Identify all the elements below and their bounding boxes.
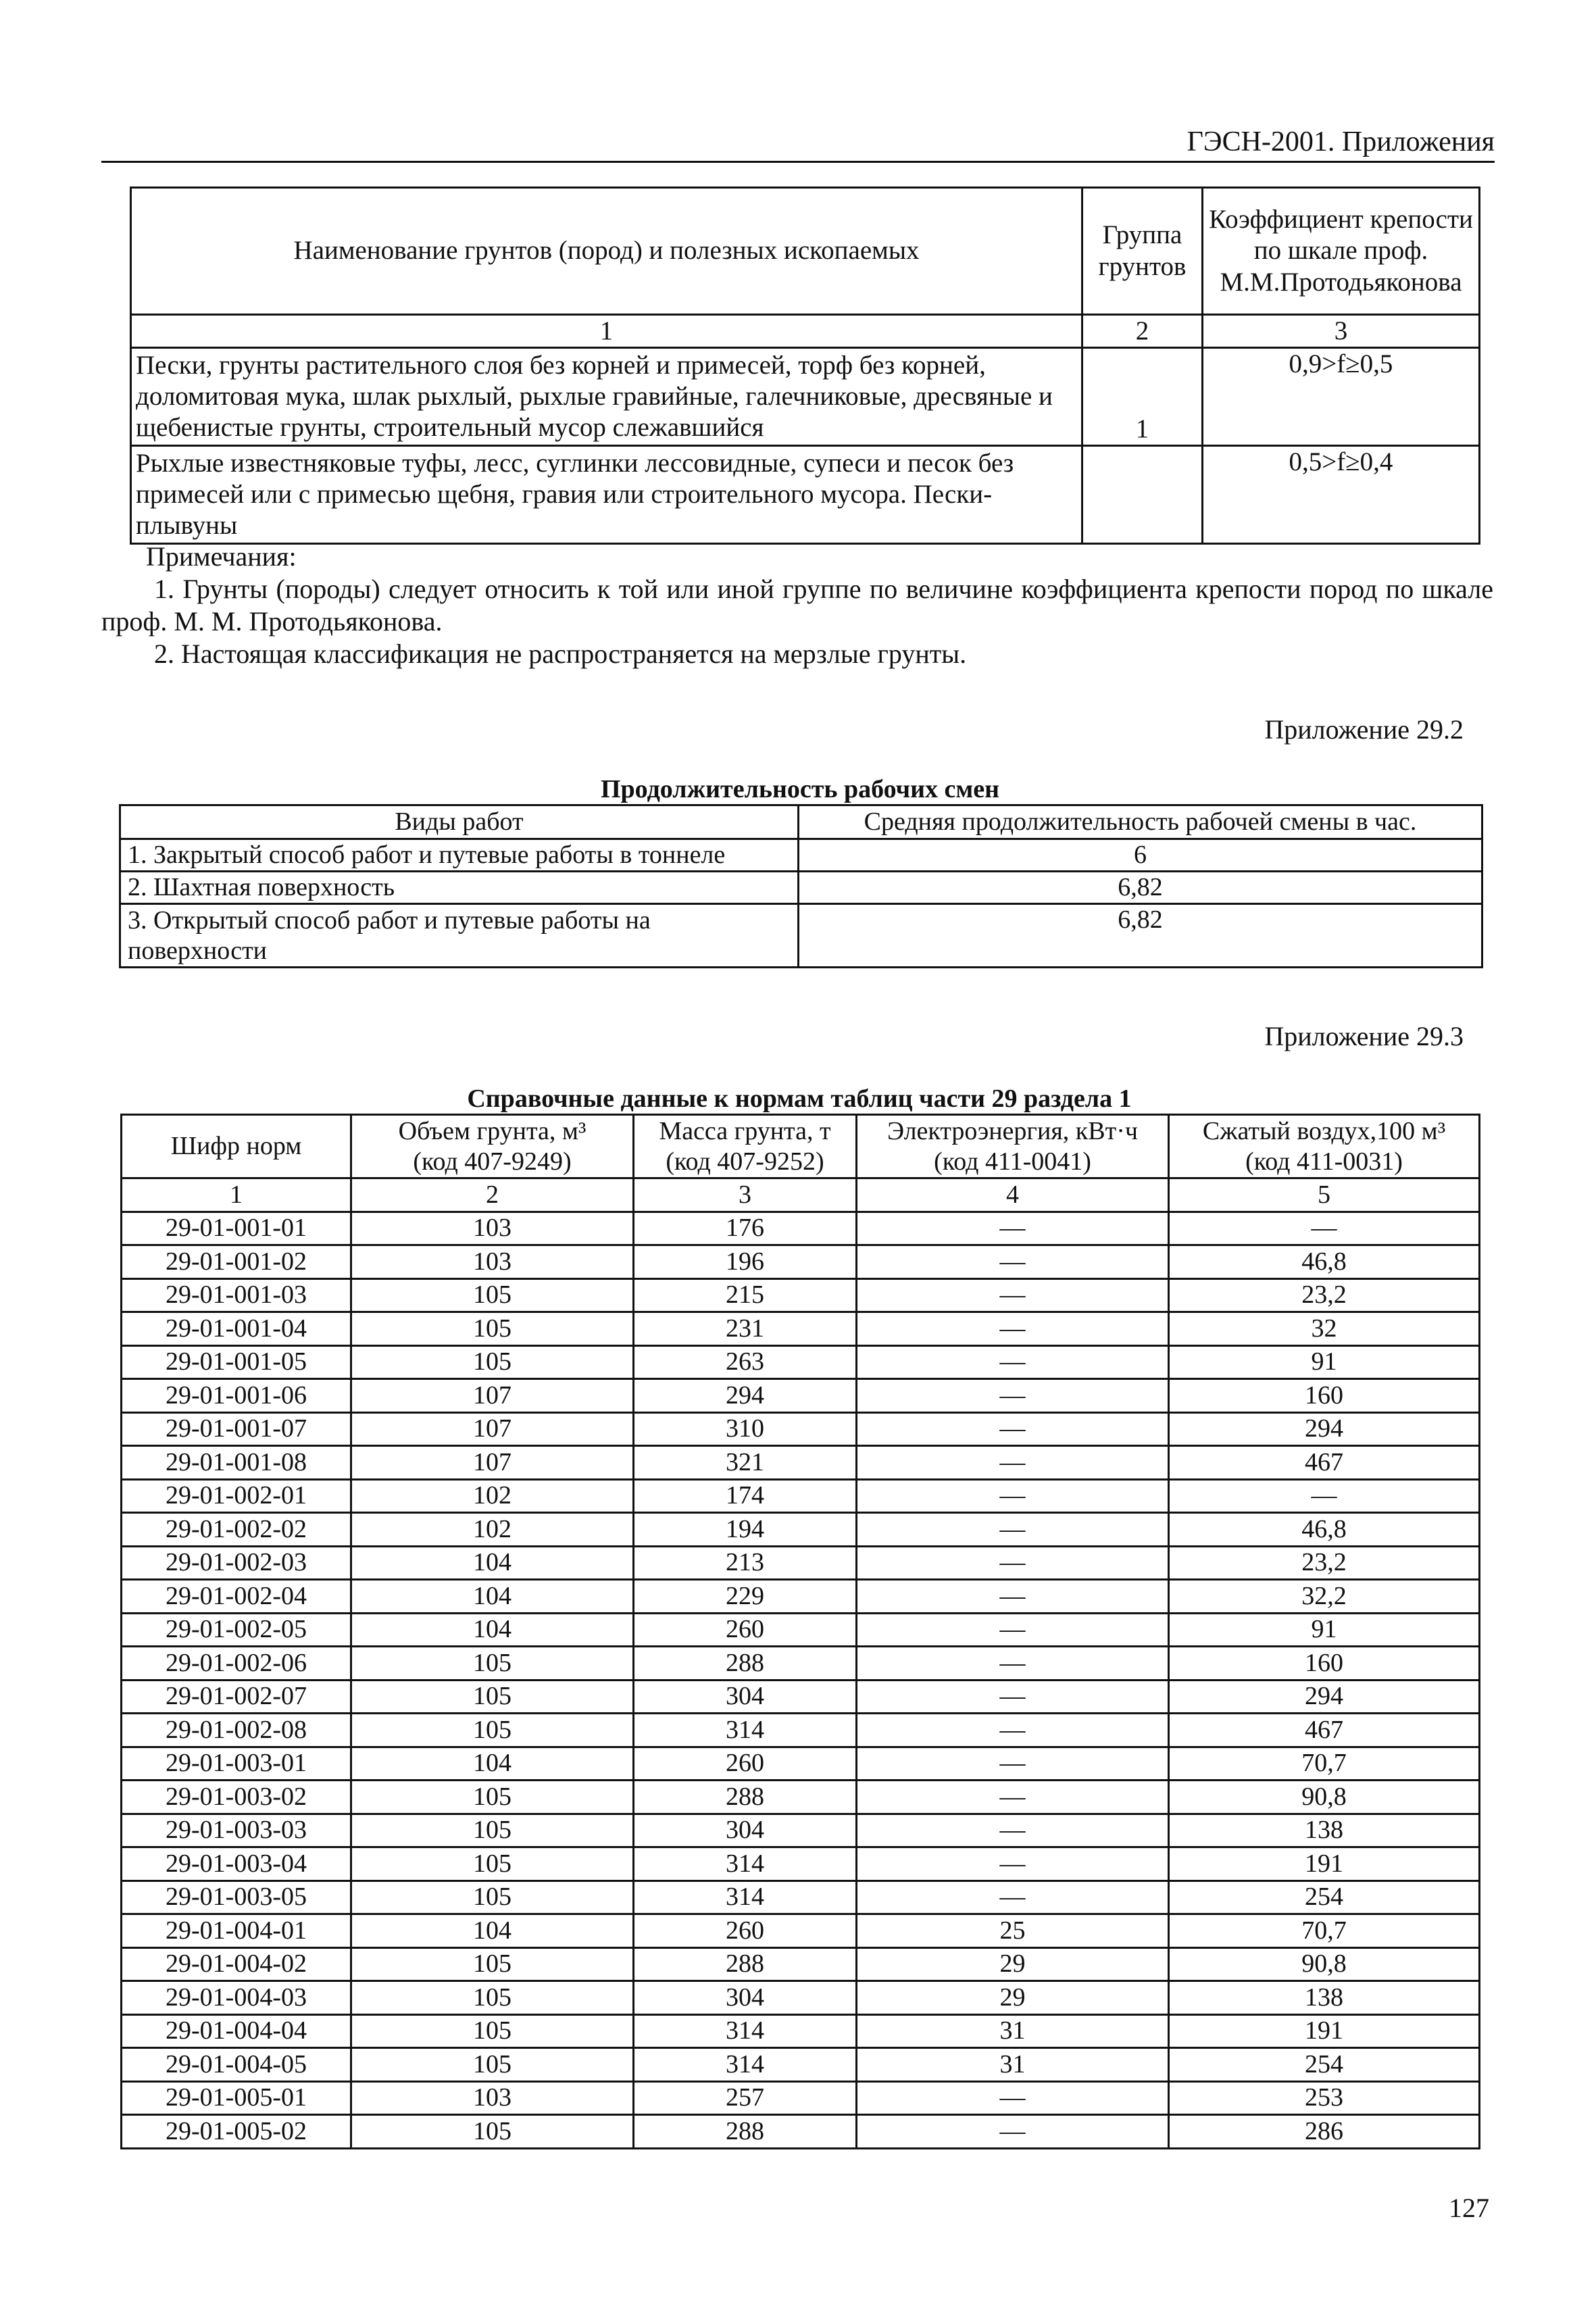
appendix-29-3-label: Приложение 29.3	[1264, 1021, 1464, 1051]
soil-groups-table	[130, 186, 1480, 545]
t1-header-group: Группа грунтов	[1082, 188, 1203, 315]
t1-row-group-empty	[1082, 446, 1203, 544]
cell-air: —	[1169, 1212, 1480, 1245]
cell-air: 70,7	[1169, 1747, 1480, 1781]
cell-electricity: —	[857, 1647, 1169, 1681]
cell-volume: 105	[351, 2115, 634, 2149]
cell-electricity: —	[857, 1278, 1169, 1312]
t3-header-electricity: Электроэнергия, кВт·ч (код 411-0041)	[857, 1115, 1169, 1178]
cell-mass: 288	[634, 1781, 857, 1814]
cell-electricity: 29	[857, 1947, 1169, 1981]
cell-volume: 104	[351, 1747, 634, 1781]
cell-volume: 104	[351, 1546, 634, 1580]
cell-volume: 102	[351, 1479, 634, 1513]
cell-mass: 260	[634, 1747, 857, 1781]
cell-electricity: —	[857, 1747, 1169, 1781]
cell-air: 70,7	[1169, 1914, 1480, 1948]
cell-mass: 213	[634, 1546, 857, 1580]
cell-air: 467	[1169, 1714, 1480, 1747]
table-row	[122, 1412, 1480, 1446]
cell-code: 29-01-002-01	[122, 1479, 351, 1513]
cell-code: 29-01-001-08	[122, 1446, 351, 1480]
cell-air: 138	[1169, 1981, 1480, 2015]
cell-volume: 105	[351, 1312, 634, 1346]
table-row	[122, 1546, 1480, 1580]
table-row	[122, 1580, 1480, 1614]
table-row	[122, 1379, 1480, 1413]
t2-row-label: 2. Шахтная поверхность	[120, 872, 799, 904]
t2-header: Средняя продолжительность рабочей смены в час.	[799, 805, 1482, 839]
t3-header-code: Шифр норм	[122, 1115, 351, 1178]
cell-mass: 176	[634, 1212, 857, 1245]
cell-code: 29-01-003-02	[122, 1781, 351, 1814]
cell-volume: 107	[351, 1379, 634, 1413]
cell-code: 29-01-002-05	[122, 1613, 351, 1647]
t2-row-value: 6,82	[799, 872, 1482, 904]
cell-code: 29-01-002-02	[122, 1513, 351, 1547]
cell-code: 29-01-004-04	[122, 2014, 351, 2048]
t2-row-label: 1. Закрытый способ работ и путевые работы в тоннеле	[120, 839, 799, 872]
cell-code: 29-01-004-03	[122, 1981, 351, 2015]
table-row	[122, 1245, 1480, 1279]
cell-volume: 104	[351, 1580, 634, 1614]
reference-data-table	[120, 1114, 1480, 2149]
cell-volume: 105	[351, 1881, 634, 1914]
cell-electricity: —	[857, 1312, 1169, 1346]
cell-air: 90,8	[1169, 1947, 1480, 1981]
t3-colnum-row	[122, 1178, 1480, 1212]
t1-row-name: Пески, грунты растительного слоя без корней и примесей, торф без корней, доломитовая мука, шлак рыхлый, рыхлые гравийные, галечниковые, дресвяные и щебенистые грунты, строительный мусор слежавшийся	[131, 348, 1082, 446]
t3-colnum: 1	[122, 1178, 351, 1212]
cell-mass: 304	[634, 1680, 857, 1714]
t1-row-coef: 0,5>f≥0,4	[1203, 446, 1480, 544]
t1-row-coef: 0,9>f≥0,5	[1203, 348, 1480, 446]
cell-electricity: —	[857, 1814, 1169, 1847]
cell-electricity: —	[857, 1781, 1169, 1814]
cell-electricity: —	[857, 1680, 1169, 1714]
cell-code: 29-01-003-04	[122, 1847, 351, 1881]
t1-colnum: 1	[131, 315, 1082, 348]
table-row	[122, 1814, 1480, 1847]
cell-volume: 105	[351, 2048, 634, 2082]
cell-air: 294	[1169, 1412, 1480, 1446]
cell-air: 191	[1169, 2014, 1480, 2048]
cell-mass: 314	[634, 1714, 857, 1747]
cell-air: 160	[1169, 1379, 1480, 1413]
table-row	[122, 1647, 1480, 1681]
table-row	[122, 1345, 1480, 1379]
cell-air: 191	[1169, 1847, 1480, 1881]
table-row	[122, 2048, 1480, 2082]
cell-mass: 321	[634, 1446, 857, 1480]
cell-air: 467	[1169, 1446, 1480, 1480]
cell-air: 46,8	[1169, 1513, 1480, 1547]
cell-code: 29-01-001-05	[122, 1345, 351, 1379]
table-row	[122, 2115, 1480, 2149]
table-row	[122, 1847, 1480, 1881]
cell-mass: 310	[634, 1412, 857, 1446]
cell-code: 29-01-002-07	[122, 1680, 351, 1714]
table-row	[122, 1714, 1480, 1747]
cell-code: 29-01-005-01	[122, 2081, 351, 2115]
cell-electricity: —	[857, 1513, 1169, 1547]
cell-electricity: 29	[857, 1981, 1169, 2015]
table-row	[122, 1479, 1480, 1513]
cell-electricity: —	[857, 2115, 1169, 2149]
cell-volume: 105	[351, 1714, 634, 1747]
notes	[101, 541, 1493, 670]
cell-code: 29-01-003-03	[122, 1814, 351, 1847]
cell-mass: 314	[634, 2048, 857, 2082]
t3-header-air: Сжатый воздух,100 м³ (код 411-0031)	[1169, 1115, 1480, 1178]
cell-electricity: 25	[857, 1914, 1169, 1948]
table-row	[122, 2014, 1480, 2048]
table-row	[122, 1781, 1480, 1814]
cell-electricity: —	[857, 1412, 1169, 1446]
cell-air: 32,2	[1169, 1580, 1480, 1614]
cell-code: 29-01-003-01	[122, 1747, 351, 1781]
table-row	[122, 1212, 1480, 1245]
cell-volume: 105	[351, 1847, 634, 1881]
cell-air: 23,2	[1169, 1546, 1480, 1580]
cell-volume: 103	[351, 1212, 634, 1245]
cell-air: 138	[1169, 1814, 1480, 1847]
cell-mass: 304	[634, 1814, 857, 1847]
cell-volume: 105	[351, 1814, 634, 1847]
cell-mass: 314	[634, 1847, 857, 1881]
t1-colnum: 2	[1082, 315, 1203, 348]
cell-electricity: —	[857, 1379, 1169, 1413]
cell-air: 46,8	[1169, 1245, 1480, 1279]
cell-code: 29-01-002-08	[122, 1714, 351, 1747]
page-number: 127	[1449, 2193, 1489, 2223]
t1-row-group: 1	[1082, 348, 1203, 446]
cell-volume: 107	[351, 1412, 634, 1446]
running-header: ГЭСН-2001. Приложения	[1187, 126, 1495, 157]
cell-electricity: —	[857, 1847, 1169, 1881]
cell-code: 29-01-001-02	[122, 1245, 351, 1279]
cell-volume: 102	[351, 1513, 634, 1547]
cell-volume: 104	[351, 1914, 634, 1948]
table-row	[122, 1947, 1480, 1981]
cell-air: 32	[1169, 1312, 1480, 1346]
shift-duration-caption: Продолжительность рабочих смен	[600, 775, 1000, 803]
cell-air: —	[1169, 1479, 1480, 1513]
note-item: 1. Грунты (породы) следует относить к той или иной группе по величине коэффициента крепости пород по шкале проф. М. М. Протодьяконова.	[101, 574, 1493, 637]
cell-volume: 105	[351, 1981, 634, 2015]
table-row	[122, 1278, 1480, 1312]
t3-body	[122, 1212, 1480, 2148]
table-row	[122, 1981, 1480, 2015]
cell-code: 29-01-001-07	[122, 1412, 351, 1446]
table-row	[122, 1613, 1480, 1647]
cell-air: 286	[1169, 2115, 1480, 2149]
cell-electricity: —	[857, 1613, 1169, 1647]
cell-code: 29-01-002-06	[122, 1647, 351, 1681]
cell-mass: 314	[634, 1881, 857, 1914]
table-row	[122, 2081, 1480, 2115]
cell-volume: 103	[351, 1245, 634, 1279]
table-row	[122, 1747, 1480, 1781]
note-item: 2. Настоящая классификация не распространяется на мерзлые грунты.	[154, 639, 967, 669]
t1-header-name: Наименование грунтов (пород) и полезных ископаемых	[131, 188, 1082, 315]
cell-code: 29-01-001-01	[122, 1212, 351, 1245]
cell-air: 253	[1169, 2081, 1480, 2115]
cell-volume: 105	[351, 1647, 634, 1681]
cell-air: 254	[1169, 1881, 1480, 1914]
t3-colnum: 5	[1169, 1178, 1480, 1212]
cell-code: 29-01-004-01	[122, 1914, 351, 1948]
cell-mass: 314	[634, 2014, 857, 2048]
t3-colnum: 3	[634, 1178, 857, 1212]
cell-air: 91	[1169, 1345, 1480, 1379]
cell-code: 29-01-002-03	[122, 1546, 351, 1580]
cell-air: 160	[1169, 1647, 1480, 1681]
cell-mass: 288	[634, 2115, 857, 2149]
t1-header-coef: Коэффициент крепости по шкале проф. М.М.Протодьяконова	[1203, 188, 1480, 315]
cell-mass: 196	[634, 1245, 857, 1279]
cell-electricity: —	[857, 1245, 1169, 1279]
t2-row-label: 3. Открытый способ работ и путевые работы на поверхности	[120, 904, 799, 968]
cell-volume: 105	[351, 2014, 634, 2048]
cell-mass: 257	[634, 2081, 857, 2115]
cell-air: 90,8	[1169, 1781, 1480, 1814]
cell-electricity: —	[857, 1446, 1169, 1480]
cell-electricity: —	[857, 1212, 1169, 1245]
table-row	[122, 1680, 1480, 1714]
appendix-29-2-label: Приложение 29.2	[1264, 714, 1464, 745]
cell-electricity: —	[857, 1714, 1169, 1747]
t3-colnum: 4	[857, 1178, 1169, 1212]
header-rule	[101, 161, 1495, 163]
cell-volume: 105	[351, 1947, 634, 1981]
cell-mass: 263	[634, 1345, 857, 1379]
cell-mass: 174	[634, 1479, 857, 1513]
cell-mass: 260	[634, 1914, 857, 1948]
cell-code: 29-01-005-02	[122, 2115, 351, 2149]
table-row	[122, 1914, 1480, 1948]
cell-electricity: 31	[857, 2014, 1169, 2048]
t2-row-value: 6	[799, 839, 1482, 872]
table-row	[122, 1312, 1480, 1346]
table-row	[122, 1513, 1480, 1547]
t3-header-mass: Масса грунта, т (код 407-9252)	[634, 1115, 857, 1178]
cell-mass: 304	[634, 1981, 857, 2015]
cell-air: 254	[1169, 2048, 1480, 2082]
reference-data-caption: Справочные данные к нормам таблиц части 29 раздела 1	[467, 1085, 1132, 1113]
table-row	[122, 1446, 1480, 1480]
cell-air: 91	[1169, 1613, 1480, 1647]
cell-electricity: —	[857, 2081, 1169, 2115]
cell-electricity: —	[857, 1479, 1169, 1513]
cell-air: 23,2	[1169, 1278, 1480, 1312]
cell-mass: 231	[634, 1312, 857, 1346]
cell-mass: 294	[634, 1379, 857, 1413]
cell-electricity: —	[857, 1881, 1169, 1914]
cell-air: 294	[1169, 1680, 1480, 1714]
cell-mass: 229	[634, 1580, 857, 1614]
cell-code: 29-01-001-04	[122, 1312, 351, 1346]
shift-duration-table	[119, 804, 1483, 968]
t1-row-name: Рыхлые известняковые туфы, лесс, суглинки лессовидные, супеси и песок без примесей или с примесью щебня, гравия или строительного мусора. Пески-плывуны	[131, 446, 1082, 544]
cell-volume: 105	[351, 1278, 634, 1312]
cell-code: 29-01-004-05	[122, 2048, 351, 2082]
cell-mass: 194	[634, 1513, 857, 1547]
cell-volume: 105	[351, 1680, 634, 1714]
t1-colnum: 3	[1203, 315, 1480, 348]
notes-title: Примечания:	[146, 541, 297, 572]
cell-volume: 105	[351, 1345, 634, 1379]
cell-electricity: 31	[857, 2048, 1169, 2082]
cell-mass: 215	[634, 1278, 857, 1312]
cell-volume: 107	[351, 1446, 634, 1480]
cell-volume: 103	[351, 2081, 634, 2115]
cell-volume: 105	[351, 1781, 634, 1814]
cell-code: 29-01-001-03	[122, 1278, 351, 1312]
cell-code: 29-01-002-04	[122, 1580, 351, 1614]
cell-electricity: —	[857, 1580, 1169, 1614]
cell-code: 29-01-001-06	[122, 1379, 351, 1413]
t2-row-value: 6,82	[799, 904, 1482, 968]
cell-electricity: —	[857, 1546, 1169, 1580]
cell-electricity: —	[857, 1345, 1169, 1379]
table-row	[122, 1881, 1480, 1914]
t3-header-volume: Объем грунта, м³ (код 407-9249)	[351, 1115, 634, 1178]
t3-colnum: 2	[351, 1178, 634, 1212]
cell-code: 29-01-004-02	[122, 1947, 351, 1981]
cell-code: 29-01-003-05	[122, 1881, 351, 1914]
t2-header: Виды работ	[120, 805, 799, 839]
cell-mass: 288	[634, 1947, 857, 1981]
cell-mass: 260	[634, 1613, 857, 1647]
cell-volume: 104	[351, 1613, 634, 1647]
cell-mass: 288	[634, 1647, 857, 1681]
